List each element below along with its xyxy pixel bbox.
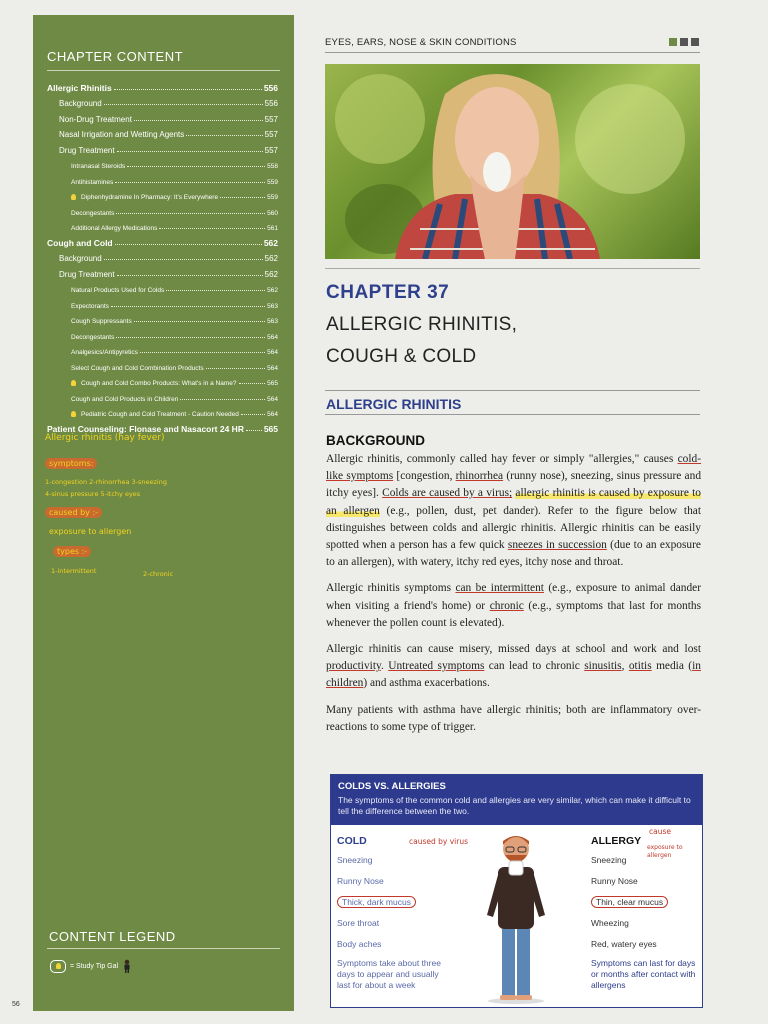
- underlined-text: productivity: [326, 660, 381, 673]
- allergy-heading: ALLERGY: [591, 835, 642, 847]
- toc-entry-label: Intranasal Steroids: [71, 163, 126, 170]
- toc-entry-page: 556: [263, 82, 278, 93]
- toc-entry-page: 564: [267, 333, 278, 341]
- chapter-content-title: CHAPTER CONTENT: [47, 49, 184, 64]
- toc-entry-page: 565: [267, 380, 278, 387]
- toc-entry-label: Patient Counseling: Flonase and Nasacort 24 HR: [47, 423, 244, 434]
- toc-entry: [47, 124, 278, 140]
- lightbulb-icon: [50, 960, 66, 973]
- toc-entry-page: 556: [264, 99, 278, 108]
- toc-entry-page: 563: [267, 302, 278, 310]
- toc-entry-page: 560: [267, 209, 278, 217]
- underlined-text: in children: [326, 660, 701, 690]
- chapter-number: CHAPTER 37: [326, 282, 450, 303]
- toc-entry-page: 562: [267, 287, 278, 294]
- toc-entry-label: Cough and Cold Combo Products: What's in a Name?: [71, 380, 237, 387]
- symptom-item: Sneezing: [591, 855, 627, 865]
- toc-entry-label: Select Cough and Cold Combination Products: [71, 364, 204, 372]
- toc-entry: [47, 310, 278, 326]
- toc-entry-page: 557: [264, 114, 278, 124]
- note-type-intermittent: 1-intermittent: [51, 567, 97, 575]
- text-run: .: [380, 660, 389, 673]
- toc-entry: [47, 372, 278, 388]
- sneezing-man-illustration: [481, 835, 551, 1005]
- toc-leader-dots: [116, 213, 265, 214]
- toc-entry-label: Additional Allergy Medications: [71, 225, 158, 232]
- symptom-item: Thick, dark mucus: [337, 892, 447, 913]
- underlined-text: Colds are caused by a virus;: [382, 487, 513, 500]
- sidebar-chapter-content: [33, 15, 294, 1011]
- toc-leader-dots: [117, 151, 263, 152]
- toc-leader-dots: [115, 182, 265, 183]
- toc-entry-page: 564: [267, 349, 278, 356]
- section-top-divider: [325, 390, 700, 391]
- toc-leader-dots: [166, 290, 265, 291]
- toc-entry-page: 563: [267, 318, 278, 325]
- allergy-footer: Symptoms can last for days or months after contact with allergens: [591, 958, 696, 990]
- toc-leader-dots: [111, 306, 265, 307]
- allergy-symptom-list: [591, 850, 701, 955]
- toc-entry-page: 558: [267, 163, 278, 170]
- paragraph-3: [326, 641, 701, 693]
- toc-leader-dots: [241, 414, 265, 415]
- toc-leader-dots: [127, 166, 265, 167]
- symptom-item: Wheezing: [591, 918, 629, 928]
- photo-divider: [325, 268, 700, 269]
- symptom-item: Body aches: [337, 939, 382, 949]
- toc-entry-label: Drug Treatment: [59, 145, 115, 155]
- toc-leader-dots: [134, 321, 265, 322]
- text-run: (runny nose), sneezing, sinus pressure and itchy eyes].: [326, 470, 702, 500]
- symptom-item: Red, watery eyes: [591, 939, 657, 949]
- underlined-text: rhinorrhea: [455, 470, 504, 483]
- legend-divider: [47, 948, 280, 949]
- toc-entry-label: Allergic Rhinitis: [47, 82, 112, 93]
- symptom-item: Thin, clear mucus: [591, 892, 701, 913]
- box-header: [331, 775, 702, 825]
- paragraph-1: [326, 451, 701, 571]
- toc-entry-label: Expectorants: [71, 302, 109, 310]
- toc-entry: [47, 387, 278, 403]
- toc-leader-dots: [116, 337, 265, 338]
- toc-leader-dots: [134, 120, 263, 121]
- section-bottom-divider: [325, 414, 700, 415]
- toc-leader-dots: [115, 244, 262, 245]
- toc-entry-page: 562: [264, 269, 278, 279]
- body-text: [326, 451, 701, 745]
- section-title: ALLERGIC RHINITIS: [326, 396, 462, 412]
- toc-entry: [47, 294, 278, 310]
- toc-entry-label: Antihistamines: [71, 178, 114, 186]
- lightbulb-icon: [71, 380, 76, 386]
- toc-entry-label: Analgesics/Antipyretics: [71, 349, 138, 356]
- sidebar-divider: [47, 70, 280, 71]
- toc-leader-dots: [206, 368, 266, 369]
- handwritten-notes: [45, 433, 285, 603]
- toc-entry: [47, 93, 278, 109]
- toc-leader-dots: [140, 352, 265, 353]
- toc-leader-dots: [246, 430, 262, 431]
- allergy-handwritten-note-1: cause: [649, 827, 671, 836]
- symptom-item: Runny Nose: [591, 876, 638, 886]
- toc-entry-page: 557: [264, 145, 278, 155]
- study-tip-gal-icon: [122, 959, 132, 973]
- note-type-chronic: 2-chronic: [143, 570, 174, 578]
- text-run: (e.g., exposure to animal dander when visiting a friend's home) or: [326, 582, 701, 612]
- toc-entry: [47, 418, 278, 434]
- page-number: 56: [12, 1001, 20, 1008]
- cold-heading: COLD: [337, 835, 367, 847]
- toc-leader-dots: [114, 89, 262, 90]
- toc-entry-label: Nasal Irrigation and Wetting Agents: [59, 130, 185, 139]
- text-run: ,: [621, 660, 629, 673]
- toc-entry: [47, 248, 278, 264]
- lightbulb-icon: [71, 194, 76, 200]
- toc-entry-label: Cough Suppressants: [71, 318, 132, 325]
- toc-entry-page: 564: [267, 364, 278, 372]
- toc-entry-label: Cough and Cold Products in Children: [71, 395, 179, 403]
- subsection-heading: BACKGROUND: [326, 433, 425, 448]
- underlined-text: sinusitis: [584, 660, 622, 673]
- text-run: Allergic rhinitis, commonly called hay fever or simply "allergies," causes: [326, 453, 678, 465]
- toc-entry-label: Pediatric Cough and Cold Treatment - Caution Needed: [71, 411, 239, 418]
- toc-entry: [47, 325, 278, 341]
- toc-leader-dots: [180, 399, 265, 400]
- toc-entry-page: 562: [264, 254, 278, 263]
- text-run: (e.g., pollen, dust, pet dander). Refer to the figure below that distinguishes between colds and allergic rhinitis. Allergic rhinitis can be easily spotted when a person has a few quick: [326, 504, 701, 552]
- allergy-handwritten-note-2: exposure to allergen: [647, 844, 683, 859]
- toc-entry-label: Drug Treatment: [59, 269, 115, 279]
- note-symptoms-label: symptoms:: [45, 458, 97, 469]
- toc-entry-label: Decongestants: [71, 333, 115, 341]
- toc-entry-page: 559: [267, 178, 278, 186]
- chapter-title-line2: COUGH & COLD: [326, 346, 477, 367]
- box-subtitle: The symptoms of the common cold and allergies are very similar, which can make it difficult to tell the difference between the two.: [338, 795, 691, 816]
- note-types-label: types :-: [53, 546, 91, 557]
- toc-leader-dots: [104, 104, 263, 105]
- text-run: ) and asthma exacerbations.: [363, 677, 490, 690]
- table-of-contents: [47, 77, 278, 434]
- toc-entry: [47, 108, 278, 124]
- toc-entry-page: 562: [263, 237, 278, 248]
- text-run: Allergic rhinitis can cause misery, missed days at school and work and lost: [326, 643, 701, 656]
- toc-entry: [47, 186, 278, 202]
- toc-entry: [47, 217, 278, 233]
- text-run: [congestion,: [393, 470, 456, 483]
- toc-entry-label: Background: [59, 99, 102, 108]
- toc-entry: [47, 279, 278, 295]
- cold-symptom-list: [337, 850, 447, 955]
- text-run: can lead to chronic: [484, 660, 585, 673]
- toc-entry-label: Natural Products Used for Colds: [71, 287, 165, 294]
- toc-entry: [47, 155, 278, 171]
- toc-entry: [47, 356, 278, 372]
- sneezing-woman-photo: [325, 64, 700, 259]
- toc-entry-page: 561: [267, 225, 278, 232]
- toc-entry: [47, 201, 278, 217]
- box-title: COLDS VS. ALLERGIES: [338, 781, 446, 792]
- underlined-text: sneezes in succession: [507, 539, 607, 552]
- toc-entry-page: 564: [267, 411, 278, 418]
- toc-entry: [47, 341, 278, 357]
- toc-entry: [47, 77, 278, 93]
- toc-leader-dots: [220, 197, 265, 198]
- toc-leader-dots: [159, 228, 265, 229]
- toc-entry-label: Non-Drug Treatment: [59, 114, 132, 124]
- running-header: EYES, EARS, NOSE & SKIN CONDITIONS: [325, 37, 517, 48]
- header-square-1: [669, 38, 677, 46]
- toc-entry-page: 557: [264, 130, 278, 139]
- underlined-text: otitis: [628, 660, 652, 673]
- toc-entry: [47, 263, 278, 279]
- symptom-item: Sore throat: [337, 918, 380, 928]
- lightbulb-icon: [71, 411, 76, 417]
- note-symptoms-line2: 4-sinus pressure 5-itchy eyes: [45, 490, 141, 498]
- toc-entry: [47, 232, 278, 248]
- note-cause-text: exposure to allergen: [49, 527, 132, 536]
- underlined-text: chronic: [489, 599, 524, 612]
- toc-leader-dots: [117, 275, 263, 276]
- note-caused-label: caused by :-: [45, 507, 102, 518]
- toc-entry-page: 564: [267, 395, 278, 403]
- toc-leader-dots: [186, 135, 262, 136]
- underlined-text: Untreated symptoms: [388, 660, 485, 673]
- note-symptoms-line1: 1-congestion 2-rhinorrhea 3-sneezing: [45, 478, 167, 486]
- paragraph-2: [326, 580, 701, 632]
- chapter-title-line1: ALLERGIC RHINITIS,: [326, 314, 518, 335]
- content-legend-title: CONTENT LEGEND: [49, 929, 176, 944]
- cold-footer: Symptoms take about three days to appear and usually last for about a week: [337, 958, 441, 990]
- cold-handwritten-note: caused by virus: [409, 837, 468, 846]
- toc-entry: [47, 403, 278, 419]
- note-hay-fever: Allergic rhinitis (hay fever): [45, 433, 165, 443]
- header-square-2: [680, 38, 688, 46]
- symptom-item: Sneezing: [337, 855, 373, 865]
- toc-leader-dots: [104, 259, 263, 260]
- highlighted-text: allergic rhinitis is caused by exposure to an allergen: [326, 487, 701, 517]
- text-run: Many patients with asthma have allergic rhinitis; both are inflammatory over-reactions to some type of trigger.: [326, 703, 701, 733]
- toc-entry-page: 559: [267, 194, 278, 201]
- cold-column: [337, 835, 447, 991]
- legend-study-tip-label: = Study Tip Gal: [70, 962, 119, 970]
- paragraph-4: [326, 702, 701, 736]
- underlined-text: cold-like symptoms: [326, 453, 701, 483]
- toc-leader-dots: [239, 383, 266, 384]
- toc-entry-label: Background: [59, 254, 102, 263]
- text-run: (due to an exposure to an allergen), with watery, itchy red eyes, itchy nose and throat.: [326, 539, 701, 569]
- text-run: Allergic rhinitis symptoms: [326, 582, 456, 595]
- colds-vs-allergies-box: [330, 774, 703, 1008]
- text-run: media (: [651, 660, 693, 673]
- header-divider: [325, 52, 700, 53]
- underlined-text: can be intermittent: [455, 582, 544, 595]
- text-run: (e.g., symptoms that last for months whenever the pollen count is elevated).: [326, 599, 701, 629]
- symptom-item: Runny Nose: [337, 876, 384, 886]
- toc-entry-label: Decongestants: [71, 209, 115, 217]
- toc-entry: [47, 170, 278, 186]
- legend-study-tip: [50, 959, 132, 973]
- toc-entry-label: Cough and Cold: [47, 237, 113, 248]
- toc-entry: [47, 139, 278, 155]
- toc-entry-label: Diphenhydramine In Pharmacy: It's Everywhere: [71, 194, 218, 201]
- toc-entry-page: 565: [263, 423, 278, 434]
- header-square-3: [691, 38, 699, 46]
